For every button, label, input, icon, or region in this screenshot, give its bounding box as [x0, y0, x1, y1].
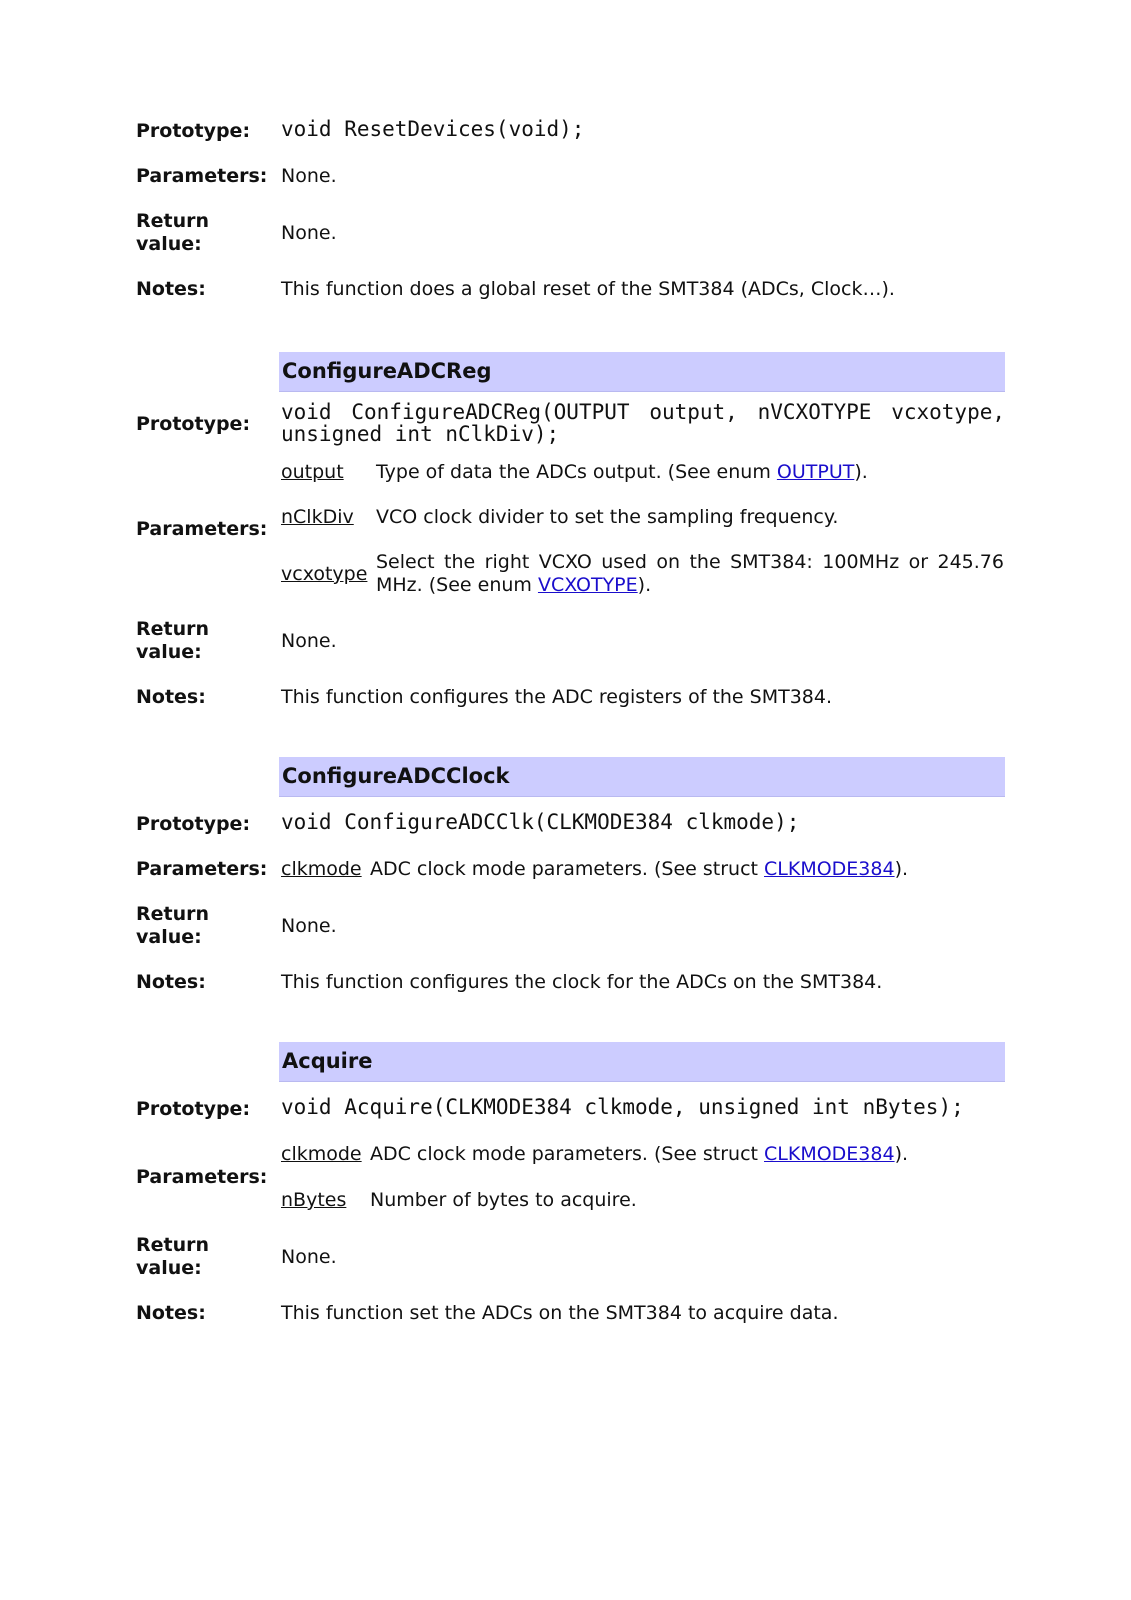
param-desc-text: ). [637, 574, 652, 596]
output-enum-link[interactable]: OUTPUT [776, 461, 855, 483]
section-title: Acquire [282, 1049, 373, 1073]
notes-label: Notes: [136, 686, 206, 708]
acquire-notes: This function set the ADCs on the SMT384 to acquire data. [281, 1302, 839, 1324]
param-name-nclkdiv: nClkDiv [281, 506, 354, 528]
param-desc-text: MHz. (See enum [376, 574, 538, 596]
param-desc-text: ). [894, 858, 909, 880]
parameters-label: Parameters: [136, 165, 268, 187]
parameters-label: Parameters: [136, 1166, 268, 1188]
prototype-label: Prototype: [136, 813, 251, 835]
parameters-label: Parameters: [136, 518, 268, 540]
return-value-label [136, 210, 276, 256]
param-name-vcxotype: vcxotype [281, 563, 368, 585]
prototype-label: Prototype: [136, 1098, 251, 1120]
section-title: ConfigureADCReg [282, 359, 492, 383]
param-desc-text: ADC clock mode parameters. (See struct [370, 858, 765, 880]
param-name-clkmode: clkmode [281, 1143, 362, 1165]
param-name-nbytes: nBytes [281, 1189, 347, 1211]
param-desc-output [376, 461, 868, 484]
notes-label: Notes: [136, 1302, 206, 1324]
section-heading-configure-adc-clock [279, 757, 1005, 797]
return-value-label [136, 618, 276, 664]
configure-adc-reg-notes: This function configures the ADC registers of the SMT384. [281, 686, 833, 708]
prototype-label: Prototype: [136, 120, 251, 142]
return-label-line1: Return [136, 618, 210, 640]
notes-label: Notes: [136, 278, 206, 300]
notes-label: Notes: [136, 971, 206, 993]
param-desc-nbytes: Number of bytes to acquire. [370, 1189, 637, 1211]
param-desc-vcxotype-line1: Select the right VCXO used on the SMT384: 100MHz or 245.76 [376, 551, 1004, 573]
clkmode384-struct-link[interactable]: CLKMODE384 [764, 858, 895, 880]
param-desc-text: ADC clock mode parameters. (See struct [370, 1143, 765, 1165]
configure-adc-reg-prototype: void ConfigureADCReg(OUTPUT output, nVCXOTYPE vcxotype, unsigned int nClkDiv); [281, 400, 1005, 446]
reset-devices-parameters: None. [281, 165, 337, 187]
return-value-label [136, 903, 276, 949]
param-desc-vcxotype-line2 [376, 574, 651, 597]
return-label-line1: Return [136, 210, 210, 232]
clkmode384-struct-link[interactable]: CLKMODE384 [764, 1143, 895, 1165]
param-desc-text: ). [854, 461, 868, 483]
prototype-label: Prototype: [136, 413, 251, 435]
section-title: ConfigureADCClock [282, 764, 510, 788]
return-label-line2: value: [136, 1257, 202, 1279]
param-desc-clkmode [370, 1143, 908, 1166]
parameters-label: Parameters: [136, 858, 268, 880]
configure-adc-reg-return-value: None. [281, 630, 337, 652]
section-heading-acquire [279, 1042, 1005, 1082]
param-desc-nclkdiv: VCO clock divider to set the sampling frequency. [376, 506, 839, 528]
section-heading-configure-adc-reg [279, 352, 1005, 392]
acquire-prototype: void Acquire(CLKMODE384 clkmode, unsigned int nBytes); [281, 1095, 964, 1119]
param-desc-clkmode [370, 858, 908, 881]
param-desc-text: ). [894, 1143, 909, 1165]
return-label-line2: value: [136, 926, 202, 948]
configure-adc-clock-prototype: void ConfigureADCClk(CLKMODE384 clkmode); [281, 810, 800, 834]
reset-devices-notes: This function does a global reset of the SMT384 (ADCs, Clock…). [281, 278, 895, 300]
acquire-return-value: None. [281, 1246, 337, 1268]
return-label-line2: value: [136, 641, 202, 663]
reset-devices-prototype: void ResetDevices(void); [281, 117, 585, 141]
configure-adc-clock-return-value: None. [281, 915, 337, 937]
vcxotype-enum-link[interactable]: VCXOTYPE [537, 574, 638, 596]
configure-adc-clock-notes: This function configures the clock for the ADCs on the SMT384. [281, 971, 883, 993]
return-label-line1: Return [136, 1234, 210, 1256]
return-label-line2: value: [136, 233, 202, 255]
param-name-output: output [281, 461, 344, 483]
return-value-label [136, 1234, 276, 1280]
return-label-line1: Return [136, 903, 210, 925]
param-name-clkmode: clkmode [281, 858, 362, 880]
param-desc-text: Type of data the ADCs output. (See enum [376, 461, 777, 483]
reset-devices-return-value: None. [281, 222, 337, 244]
